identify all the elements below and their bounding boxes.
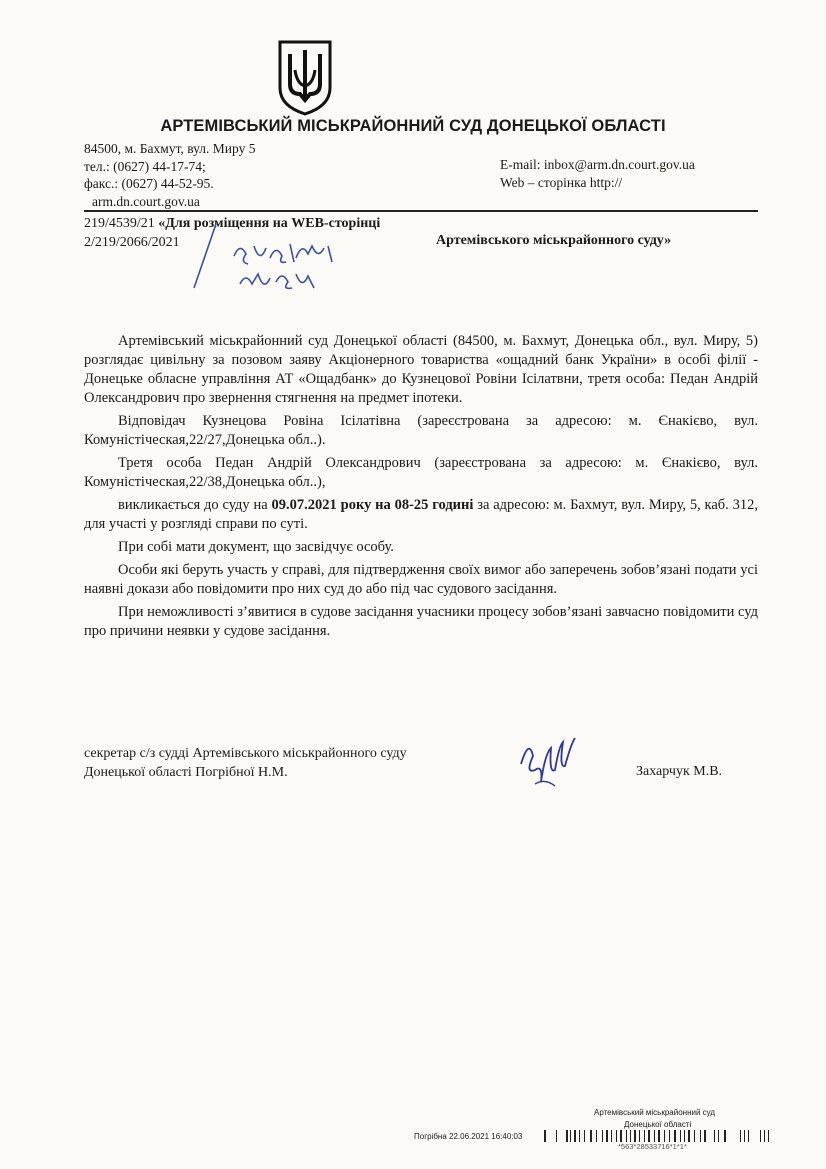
court-phone: тел.: (0627) 44-17-74; <box>84 158 206 174</box>
signer-name: Захарчук М.В. <box>636 764 723 779</box>
case-number: 219/4539/21 <box>84 216 155 231</box>
handwritten-note-icon <box>230 238 350 298</box>
registration-stamp <box>414 1108 800 1164</box>
stamp-court: Артемівський міськрайонний суд <box>594 1108 716 1117</box>
summons-address: за адресою: м. Бахмут, вул. Миру, 5, каб. 312, для участі у розгляді справи по суті. <box>84 497 759 532</box>
paragraph-id-document: При собі мати документ, що засвідчує особу. <box>118 539 394 555</box>
court-address: 84500, м. Бахмут, вул. Миру 5 <box>84 141 256 156</box>
stamp-code: *563*28533716*1*1* <box>618 1142 687 1151</box>
barcode-icon <box>544 1130 774 1142</box>
web-note: «Для розміщення на WEB-сторінці <box>158 216 381 231</box>
court-fax: факс.: (0627) 44-52-95. <box>84 176 214 191</box>
recipient: Артемівського міськрайонного суду» <box>436 233 672 248</box>
proceeding-number: 2/219/2066/2021 <box>84 235 180 250</box>
contact-online <box>500 156 695 191</box>
header-divider <box>84 210 758 212</box>
hearing-datetime: 09.07.2021 року на 08-25 годині <box>271 497 474 513</box>
handwritten-slash <box>190 222 220 290</box>
court-email: E-mail: inbox@arm.dn.court.gov.ua <box>500 157 695 172</box>
signature-icon <box>515 734 579 792</box>
summons-text: викликається до суду на <box>118 497 272 513</box>
signatory-title: секретар с/з судді Артемівського міськрайонного суду <box>84 746 407 761</box>
court-site: arm.dn.court.gov.ua <box>92 193 200 209</box>
court-web: Web – сторінка http:// <box>500 174 623 190</box>
paragraph-defendant: Відповідач Кузнецова Ровіна Ісілатівна (зареєстрована за адресою: м. Єнакієво, вул. Комуністіческая,22/27,Донецька обл..). <box>84 413 758 448</box>
document-body <box>84 332 758 641</box>
coat-of-arms-icon <box>276 40 334 116</box>
contact-block <box>84 140 255 210</box>
stamp-date: Погрібна 22.06.2021 16:40:03 <box>414 1132 523 1141</box>
court-title: АРТЕМІВСЬКИЙ МІСЬКРАЙОННИЙ СУД ДОНЕЦЬКОЇ ОБЛАСТІ <box>160 117 666 135</box>
paragraph-absence: При неможливості з’явитися в судове засідання учасники процесу зобов’язані завчасно повідомити суд про причини неявки у судове засідання. <box>84 604 758 639</box>
signatory-court: Донецької області Погрібної Н.М. <box>84 765 288 780</box>
paragraph-summons <box>84 496 758 534</box>
paragraph-third-party: Третя особа Педан Андрій Олександрович (зареєстрована за адресою: м. Єнакієво, вул. Комуністіческая,22/38,Донецька обл..), <box>84 455 758 490</box>
signatory-block <box>84 744 407 782</box>
stamp-region: Донецької області <box>624 1120 692 1129</box>
paragraph-evidence: Особи які беруть участь у справі, для підтвердження своїх вимог або заперечень зобов’язані подати усі наявні докази або повідомити про них суд до або під час судового засідання. <box>84 562 758 597</box>
paragraph-case: Артемівський міськрайонний суд Донецької області (84500, м. Бахмут, Донецька обл., вул. Миру, 5) розглядає цивільну за позовом заяву Акціонерного товариства «ощадний банк України» в особі філії - Донецьке обласне управління АТ «Ощадбанк» до Кузнецової Ровіни Ісілатвни, третя особа: Педан Андрій Олександрович про звернення стягнення на предмет іпотеки. <box>84 333 758 406</box>
